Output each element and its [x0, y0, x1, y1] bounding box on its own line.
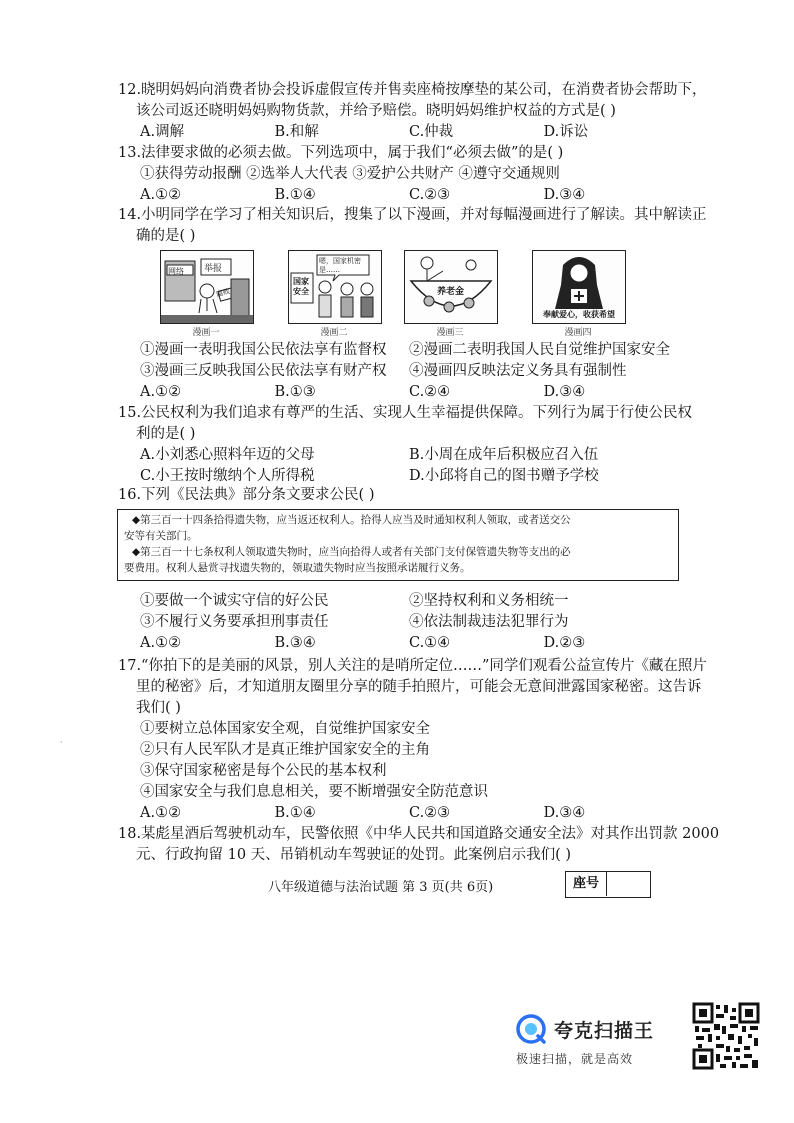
question-12-line1: 12.晓明妈妈向消费者协会投诉虚假宣传并售卖座椅按摩垫的某公司，在消费者协会帮助下，	[118, 82, 707, 98]
article-317-cont: 要费用。权利人悬赏寻找遗失物的，领取遗失物时应当按照承诺履行义务。	[124, 562, 471, 574]
comic-1	[160, 250, 254, 324]
question-17-line3: 我们( )	[136, 700, 181, 716]
question-14	[118, 205, 707, 247]
question-15-line2: 利的是( )	[136, 426, 196, 442]
statement-2: ②坚持权利和义务相统一	[409, 593, 569, 609]
question-18-line1: 18.某彪星酒后驾驶机动车，民警依照《中华人民共和国道路交通安全法》对其作出罚款 2000	[118, 826, 720, 842]
question-16	[118, 485, 678, 506]
option-b: B.和解	[274, 124, 319, 140]
question-17-line1: 17.“你拍下的是美丽的风景，别人关注的是哨所定位……”同学们观看公益宣传片《藏在照片	[118, 658, 707, 674]
comic-4-label-slogan: 奉献爱心，收获希望	[543, 309, 615, 319]
question-12-line2: 该公司返还晓明妈妈购物货款，并给予赔偿。晓明妈妈维护权益的方式是( )	[136, 103, 616, 119]
option-c: C.①④	[409, 635, 451, 651]
comic-4-caption: 漫画四	[564, 328, 592, 338]
question-17-options	[118, 803, 678, 824]
page-footer: 八年级道德与法治试题 第 3 页(共 6页)	[268, 880, 494, 895]
comic-1-caption: 漫画一	[192, 328, 220, 338]
option-b: B.①④	[274, 805, 316, 821]
option-b: B.①③	[274, 384, 316, 400]
comic-2	[288, 250, 382, 324]
statement-3: ③不履行义务要承担刑事责任	[140, 614, 329, 630]
question-14-line2: 确的是( )	[136, 228, 196, 244]
option-c: C.②③	[409, 187, 451, 203]
comic-1-label-report: 举报	[204, 264, 223, 274]
article-314: ◆第三百一十四条拾得遗失物，应当返还权利人。拾得人应当及时通知权利人领取，或者送交公	[132, 514, 571, 526]
comic-3	[404, 250, 498, 324]
question-13-options	[118, 185, 678, 206]
option-d: D.③④	[543, 805, 586, 821]
article-314-cont: 安等有关部门。	[124, 530, 198, 542]
comic-1-label-network: 网络	[168, 267, 184, 276]
statement-1: ①要做一个诚实守信的好公民	[140, 593, 329, 609]
question-15-line1: 15.公民权利为我们追求有尊严的生活、实现人生幸福提供保障。下列行为属于行使公民权	[118, 405, 693, 421]
seat-number-label: 座号	[566, 872, 607, 896]
question-13-line1: 13.法律要求做的必须去做。下列选项中，属于我们“必须去做”的是( )	[118, 145, 564, 161]
comic-2-label-security: 国家安全	[293, 276, 309, 296]
question-18-line2: 元、行政拘留 10 天、吊销机动车驾驶证的处罚。此案例启示我们( )	[136, 847, 572, 863]
comic-1-label-corruption: 腐败	[215, 287, 231, 299]
statement-1: ①要树立总体国家安全观，自觉维护国家安全	[140, 721, 430, 737]
question-16-line1: 16.下列《民法典》部分条文要求公民( )	[118, 487, 375, 503]
civil-code-excerpt	[117, 509, 679, 581]
statement-4: ④国家安全与我们息息相关，要不断增强安全防范意识	[140, 784, 488, 800]
comic-2-speech: 嗯，国家机密是……	[319, 257, 361, 274]
statement-2: ②漫画二表明我国人民自觉维护国家安全	[409, 342, 670, 358]
statement-1: ①漫画一表明我国公民依法享有监督权	[140, 342, 387, 358]
statement-4: ④依法制裁违法犯罪行为	[409, 614, 569, 630]
question-12	[118, 80, 707, 143]
scanner-brand-slogan: 极速扫描，就是高效	[516, 1052, 634, 1066]
question-13-line2: ①获得劳动报酬 ②选举人大代表 ③爱护公共财产 ④遵守交通规则	[140, 166, 560, 182]
question-16-statements-row2	[118, 612, 678, 633]
statement-3: ③保守国家秘密是每个公民的基本权利	[140, 763, 387, 779]
option-a: A.①②	[140, 635, 182, 651]
question-16-body	[118, 591, 678, 654]
question-18	[118, 824, 720, 866]
option-d: D.③④	[543, 384, 586, 400]
option-c: C.②④	[409, 384, 451, 400]
question-17	[118, 656, 707, 824]
question-15-options-row2	[118, 466, 678, 487]
comic-strip	[160, 250, 630, 336]
comic-2-caption: 漫画二	[320, 328, 348, 338]
option-d: D.小邱将自己的图书赠予学校	[409, 468, 599, 484]
option-a: A.①②	[140, 187, 182, 203]
statement-2: ②只有人民军队才是真正维护国家安全的主角	[140, 742, 430, 758]
question-13	[118, 143, 678, 206]
option-c: C.②③	[409, 805, 451, 821]
option-a: A.①②	[140, 384, 182, 400]
question-14-line1: 14.小明同学在学习了相关知识后，搜集了以下漫画，并对每幅漫画进行了解读。其中解读正	[118, 207, 707, 223]
seat-number-box	[565, 871, 651, 898]
comic-4	[532, 250, 626, 324]
question-15	[118, 403, 693, 487]
option-b: B.小周在成年后积极应召入伍	[409, 447, 599, 463]
option-d: D.诉讼	[543, 124, 589, 140]
option-c: C.小王按时缴纳个人所得税	[140, 468, 315, 484]
question-14-body	[118, 340, 678, 403]
scanner-watermark	[512, 1010, 687, 1070]
option-c: C.仲裁	[409, 124, 454, 140]
question-14-statements-row2	[118, 361, 678, 382]
option-b: B.③④	[274, 635, 316, 651]
question-16-options	[118, 633, 678, 654]
option-d: D.③④	[543, 187, 586, 203]
statement-4: ④漫画四反映法定义务具有强制性	[409, 363, 627, 379]
option-a: A.①②	[140, 805, 182, 821]
qr-code-icon	[692, 1002, 760, 1070]
question-15-options-row1	[118, 445, 678, 466]
option-d: D.②③	[543, 635, 586, 651]
scan-speck: ·	[60, 738, 63, 747]
comic-3-label-pension: 养老金	[437, 287, 465, 297]
scanner-logo-icon	[516, 1014, 546, 1044]
option-b: B.①④	[274, 187, 316, 203]
scanner-brand-name: 夸克扫描王	[554, 1020, 655, 1042]
question-14-statements-row1	[118, 340, 678, 361]
question-12-options	[118, 122, 678, 143]
question-17-line2: 里的秘密》后，才知道朋友圈里分享的随手拍照片，可能会无意间泄露国家秘密。这告诉	[136, 679, 702, 695]
question-14-options	[118, 382, 678, 403]
article-317: ◆第三百一十七条权利人领取遗失物时，应当向拾得人或者有关部门支付保管遗失物等支出的必	[132, 546, 571, 558]
question-16-statements-row1	[118, 591, 678, 612]
option-a: A.调解	[140, 124, 185, 140]
comic-3-caption: 漫画三	[436, 328, 464, 338]
option-a: A.小刘悉心照料年迈的父母	[140, 447, 315, 463]
statement-3: ③漫画三反映我国公民依法享有财产权	[140, 363, 387, 379]
